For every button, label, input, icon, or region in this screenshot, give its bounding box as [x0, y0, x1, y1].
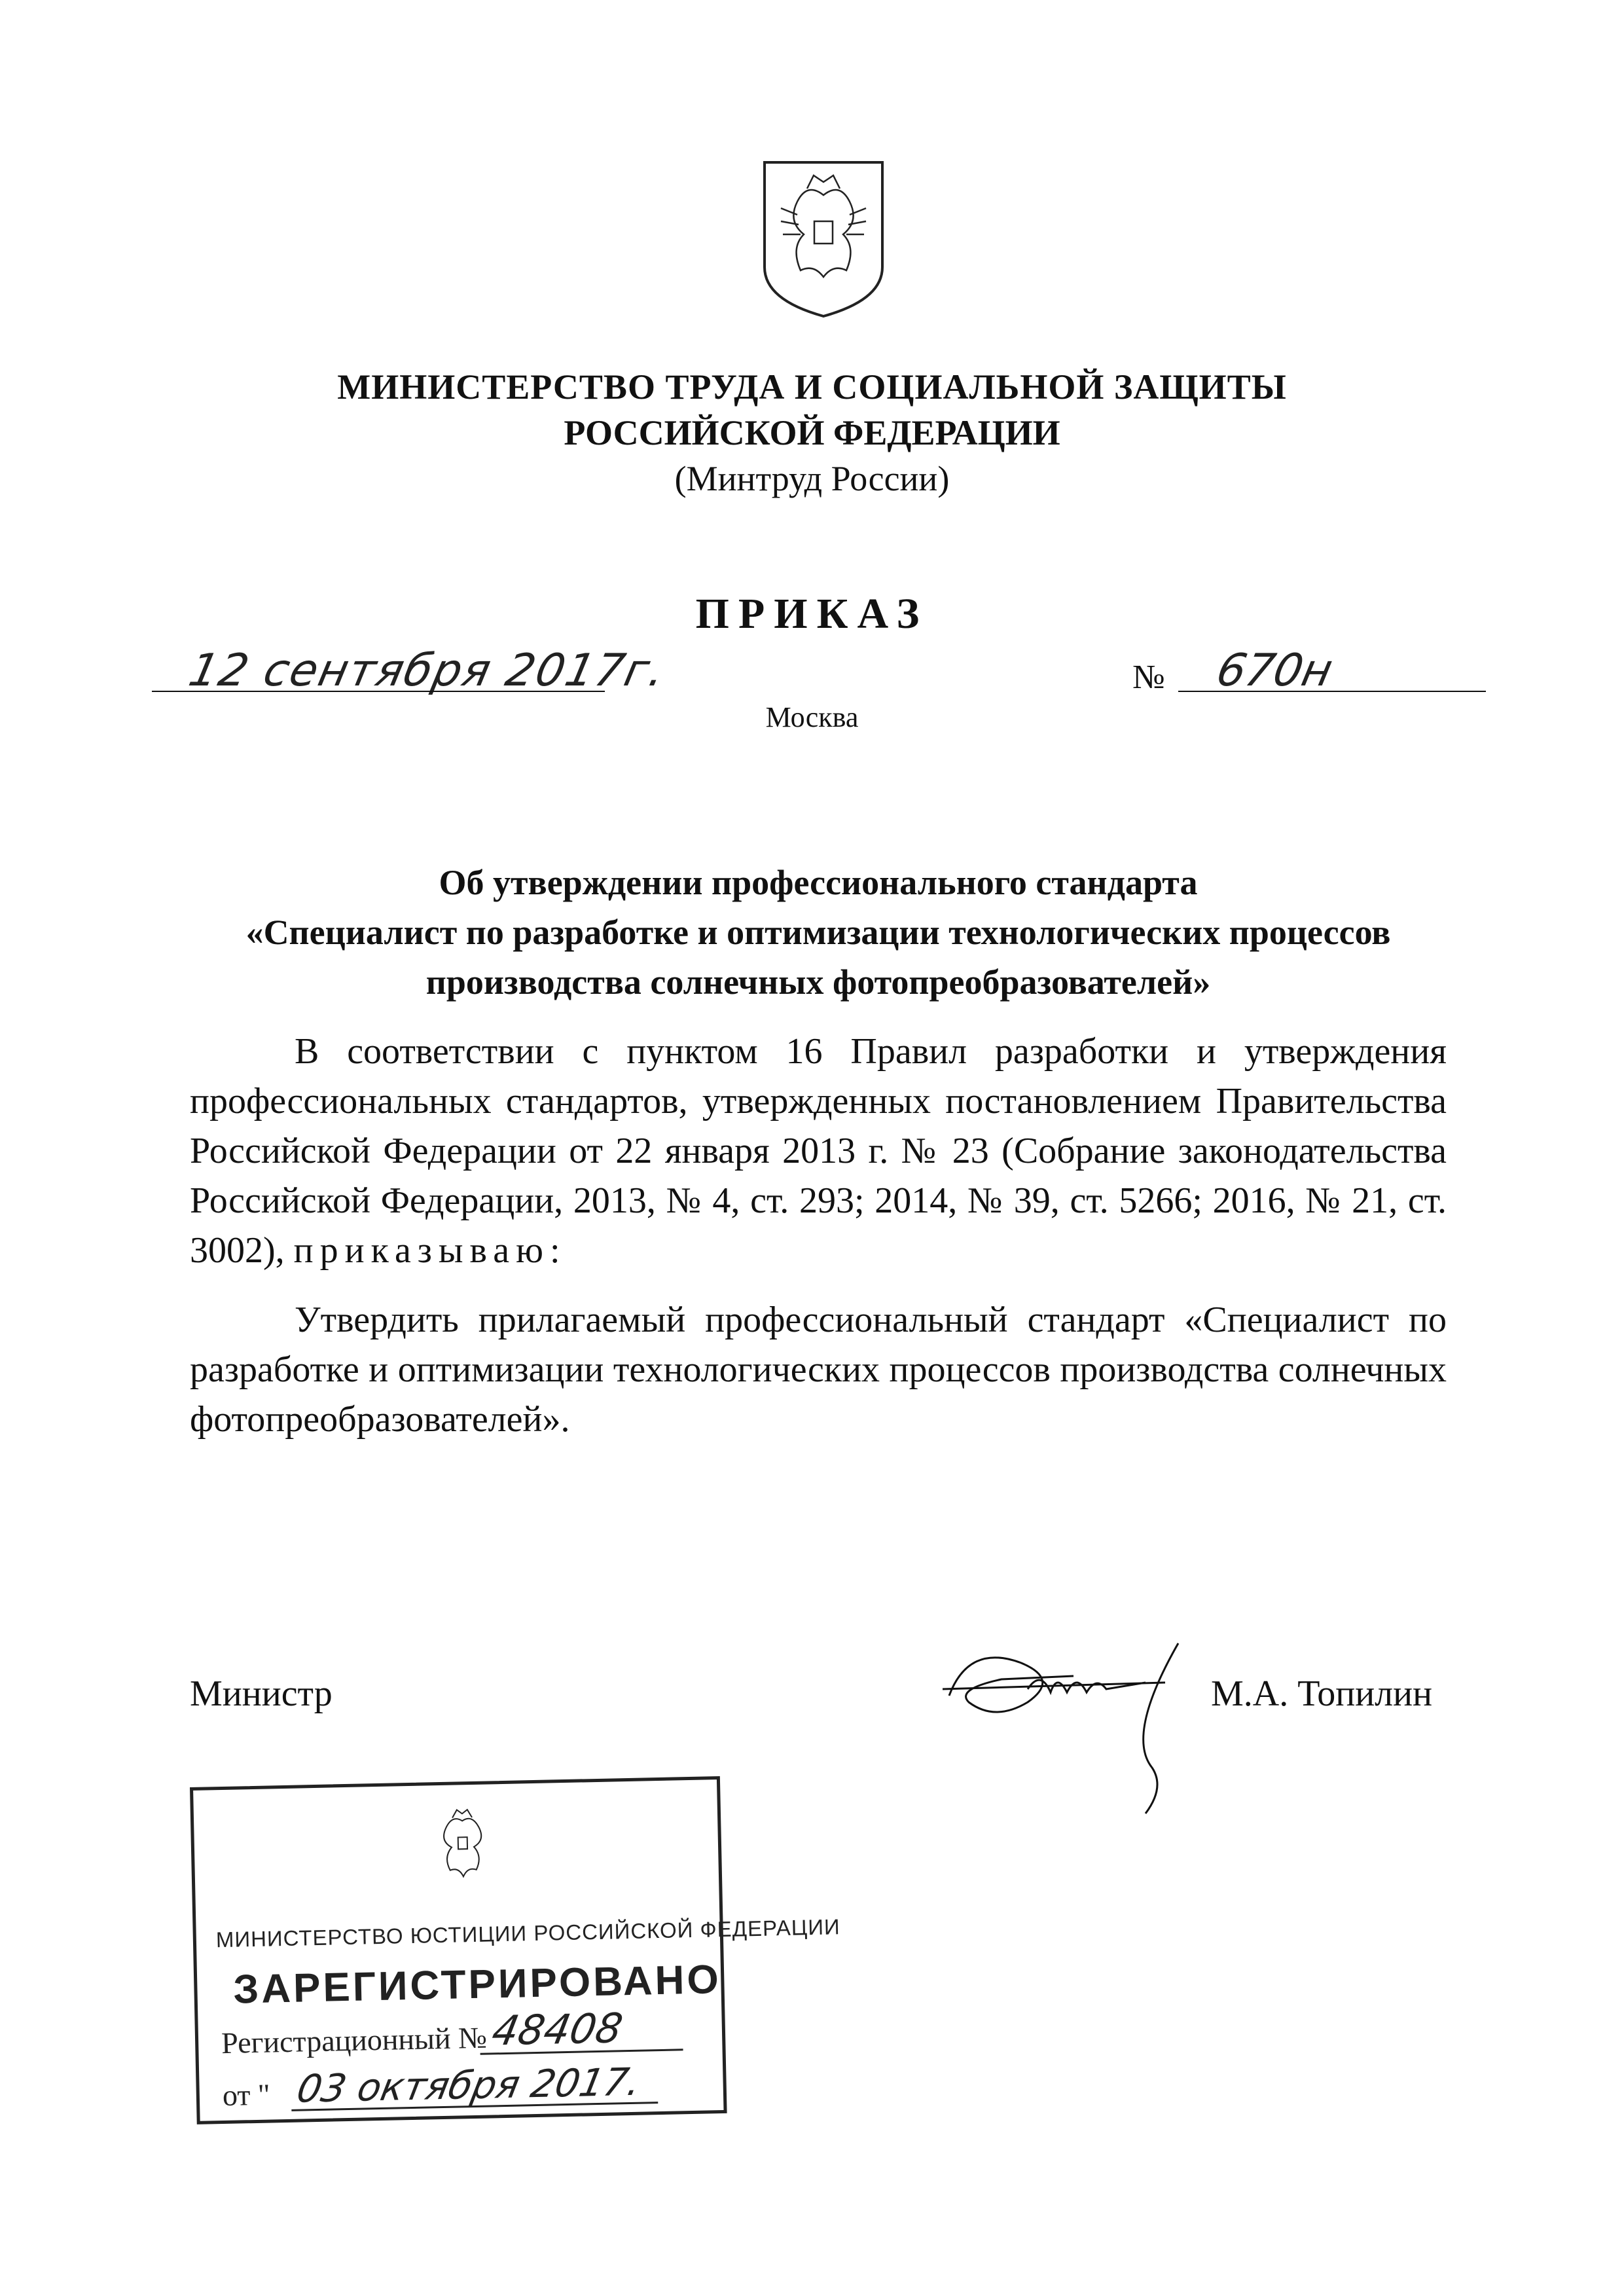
order-title	[190, 858, 1447, 1007]
number-sign: №	[1132, 659, 1165, 696]
stamp-status: ЗАРЕГИСТРИРОВАНО	[232, 1957, 722, 2013]
signer-position: Министр	[190, 1673, 333, 1714]
paragraph-1	[190, 1027, 1447, 1275]
date-underline	[152, 691, 605, 692]
stamp-frame	[190, 1776, 841, 2124]
number-underline	[1178, 691, 1486, 692]
stamp-reg-number: 48408	[488, 2004, 627, 2055]
signature-icon	[929, 1617, 1257, 1827]
stamp-org: МИНИСТЕРСТВО ЮСТИЦИИ РОССИЙСКОЙ ФЕДЕРАЦИИ	[215, 1914, 841, 1952]
stamp-reg-date: 03 октября 2017.	[293, 2059, 645, 2111]
stamp-reg-label: Регистрационный №	[221, 2020, 488, 2060]
title-line1: Об утверждении профессионального стандарта	[439, 863, 1198, 902]
title-line3: производства солнечных фотопреобразователей»	[425, 962, 1211, 1002]
order-keyword: приказываю:	[293, 1230, 567, 1271]
paragraph-2: Утвердить прилагаемый профессиональный стандарт «Специалист по разработке и оптимизации технологических процессов производства солнечных фотопреобразователей».	[190, 1300, 1447, 1440]
title-line2: «Специалист по разработке и оптимизации технологических процессов	[245, 913, 1391, 952]
order-date: 12 сентября 2017г.	[184, 645, 671, 697]
paragraph-1-text: В соответствии с пунктом 16 Правил разработки и утверждения профессиональных стандартов, утвержденных постановлением Правительства Российской Федерации от 22 января 2013 г. № 23 (Собрание законодательства Российской Федерации, 2013, № 4, ст. 293; 2014, № 39, ст. 5266; 2016, № 21, ст. 3002),	[190, 1031, 1447, 1271]
signer-name: М.А. Топилин	[1211, 1673, 1433, 1714]
registration-stamp	[190, 1787, 841, 2128]
coat-of-arms-icon	[426, 1804, 499, 1884]
coat-of-arms-icon	[751, 156, 895, 319]
ministry-name-line1: МИНИСТЕРСТВО ТРУДА И СОЦИАЛЬНОЙ ЗАЩИТЫ	[337, 367, 1287, 407]
stamp-date-label: от "	[222, 2077, 271, 2113]
city: Москва	[765, 701, 859, 733]
ministry-short-name: (Минтруд России)	[674, 459, 950, 498]
order-number: 670н	[1212, 645, 1337, 697]
ministry-name-line2: РОССИЙСКОЙ ФЕДЕРАЦИИ	[564, 413, 1060, 452]
document-type: ПРИКАЗ	[695, 590, 929, 638]
